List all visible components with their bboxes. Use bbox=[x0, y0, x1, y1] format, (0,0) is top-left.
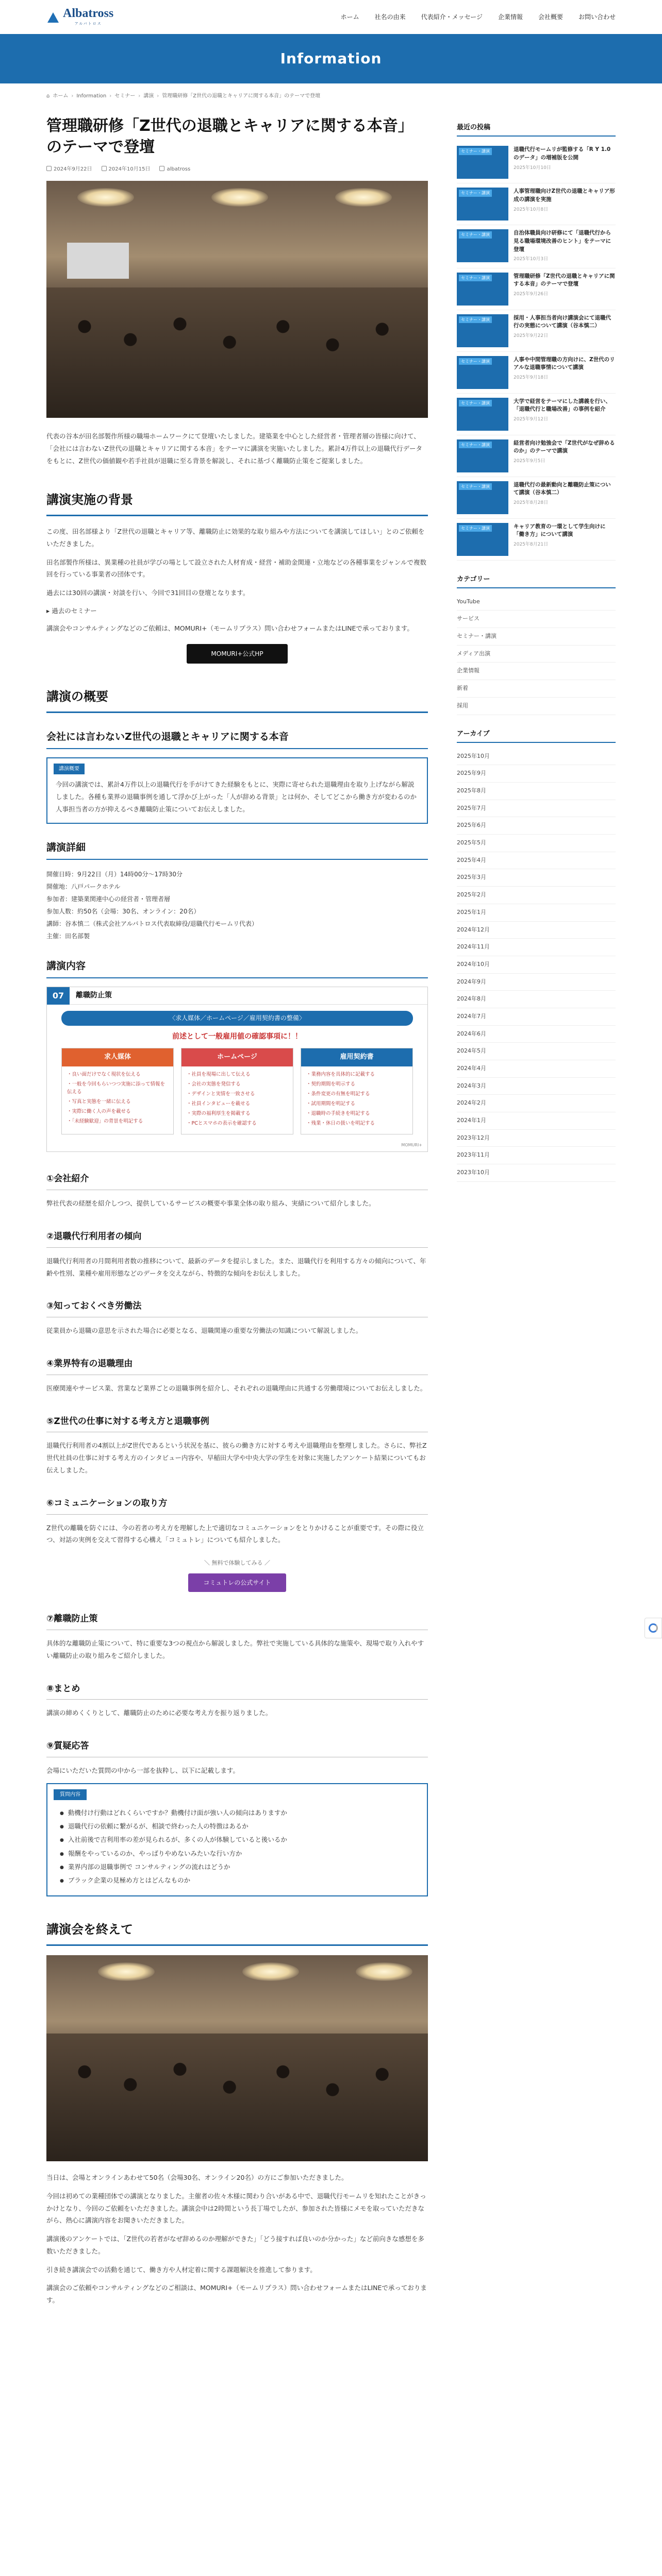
after-text-2: 今回は初めての業種団体での講演となりました。主催者の佐々木様に関わり合いがある中で、退職代行モームリを知れたことがきっかけとなり、今回のご依頼をいただきました。講演会中は2時間という長丁場でしたが、参加された皆様にメモを取っていただきながら、熱心に講演内容をお聞きいただきました。 bbox=[46, 2192, 426, 2225]
qa-tag: 質問内容 bbox=[54, 1789, 87, 1800]
slide-col-contract bbox=[301, 1048, 413, 1134]
section-background-heading: 講演実施の背景 bbox=[46, 489, 428, 516]
intro-text: 代表の谷本が田名部製作所様の職場ホームワークにて登壇いたしました。建築業を中心とした経営者・管理者層の皆様に向けて、「会社には言わないZ世代の退職とキャリアに関する本音」をテーマに講演を実施いたしました。累計4万件以上の退職代行データをもとに、Z世代の価値観や若手社員が退職に至る背景を解説し、それに基づく離職防止策をご提案しました。 bbox=[46, 432, 423, 465]
updated-date: 2024年10月15日 bbox=[102, 165, 151, 174]
slide-col-item: ・ 実際に働く人の声を載せる bbox=[67, 1108, 168, 1115]
post-thumbnail: セミナー・講演 bbox=[457, 314, 508, 347]
post-thumbnail: セミナー・講演 bbox=[457, 229, 508, 262]
slide-col-item: ・ 社員を現場に出して伝える bbox=[187, 1071, 288, 1078]
recent-post[interactable]: セミナー・講演 人事管理職向けZ世代の退職とキャリア形成の講演を実施 2025年10月8日 bbox=[457, 183, 616, 225]
user-icon bbox=[159, 166, 164, 171]
post-meta bbox=[46, 165, 428, 174]
slide-col-item: ・ 会社の実態を発信する bbox=[187, 1080, 288, 1088]
detail-item: 開催日時：9月22日（月）14時00分〜17時30分 bbox=[46, 870, 183, 878]
slide-col-item: ・ 残業・休日の扱いを明記する bbox=[306, 1120, 407, 1127]
archive-list bbox=[457, 748, 616, 1182]
post-title: 管理職研修「Z世代の退職とキャリアに関する本音」のテーマで登壇 bbox=[46, 117, 413, 156]
archive-item[interactable]: 2024年7月 bbox=[457, 1008, 616, 1026]
category-item[interactable]: 採用 bbox=[457, 698, 616, 715]
archive-item[interactable]: 2024年11月 bbox=[457, 939, 616, 956]
audience-photo bbox=[46, 1955, 428, 2161]
slide-lead: 前述として一般雇用値の確認事項に！！ bbox=[172, 1032, 302, 1041]
slide-columns bbox=[47, 1048, 427, 1141]
post-thumbnail: セミナー・講演 bbox=[457, 356, 508, 389]
breadcrumb-information[interactable]: Information bbox=[76, 93, 107, 99]
projector-screen bbox=[67, 243, 129, 279]
slide-col-heading: 雇用契約書 bbox=[301, 1048, 412, 1066]
recent-post[interactable]: セミナー・講演 自治体職員向け研修にて「退職代行から見る職場環境改善のヒント」をテーマに登壇 2025年10月3日 bbox=[457, 225, 616, 268]
post-thumbnail: セミナー・講演 bbox=[457, 523, 508, 556]
slide-col-item: ・ 写真と実態を一緒に伝える bbox=[67, 1098, 168, 1106]
recent-posts-heading: 最近の投稿 bbox=[457, 122, 616, 137]
post-thumbnail: セミナー・講演 bbox=[457, 188, 508, 221]
recent-post[interactable]: セミナー・講演 退職代行の最新動向と離職防止策について講演（谷本慎二） 2025年8月28日 bbox=[457, 477, 616, 519]
item-text: Z世代の離職を防ぐには、今の若者の考え方を理解した上で適切なコミュニケーションをとりかけることが重要です。その際に役立つ、対話の実例を交えて習得する心構え「コミュトレ」についても紹介しました。 bbox=[46, 1523, 424, 1544]
archive-item[interactable]: 2024年6月 bbox=[457, 1026, 616, 1043]
momuri-official-button[interactable]: MOMURI+公式HP bbox=[187, 644, 288, 664]
item-text: 具体的な離職防止策について、特に重要な3つの視点から解説しました。弊社で実施している具体的な施策や、現場で取り入れやすい離職防止の取り組みをご紹介しました。 bbox=[46, 1639, 424, 1659]
nav-message[interactable]: 代表紹介・メッセージ bbox=[421, 13, 483, 21]
breadcrumb-sep: › bbox=[138, 93, 141, 99]
category-item[interactable]: 企業情報 bbox=[457, 663, 616, 680]
archive-item[interactable]: 2023年10月 bbox=[457, 1164, 616, 1182]
post-thumbnail: セミナー・講演 bbox=[457, 439, 508, 472]
detail-heading: 講演詳細 bbox=[46, 839, 428, 860]
item-heading: ⑧まとめ bbox=[46, 1682, 428, 1700]
item-heading: ④業界特有の退職理由 bbox=[46, 1357, 428, 1375]
content-layout bbox=[0, 109, 662, 2313]
slide-col-item: ・ 契約期間を明示する bbox=[306, 1080, 407, 1088]
slide-number: 07 bbox=[47, 987, 70, 1005]
after-text-4: 引き続き講演会での活動を通じて、働き方や人材定着に関する課題解決を推進して参ります。 bbox=[46, 2265, 317, 2274]
slide-col-homepage bbox=[181, 1048, 293, 1134]
slide-col-item: ・ 条件変更の有無を明記する bbox=[306, 1090, 407, 1098]
slide-col-item: ・ 一般を今回もらいつつ実施に添って情報を伝える bbox=[67, 1080, 168, 1096]
slide-col-item: ・ デザインと実情を一致させる bbox=[187, 1090, 288, 1098]
nav-home[interactable]: ホーム bbox=[340, 13, 359, 21]
slide-col-item: ・ 「未経験歓迎」の背景を明記する bbox=[67, 1117, 168, 1125]
item-heading: ①会社紹介 bbox=[46, 1172, 428, 1190]
slide-title: 離職防止策 bbox=[76, 991, 112, 999]
category-item[interactable]: YouTube bbox=[457, 594, 616, 611]
post-thumbnail: セミナー・講演 bbox=[457, 398, 508, 431]
archive-item[interactable]: 2024年9月 bbox=[457, 974, 616, 991]
slide-col-item: ・ PCとスマホの表示を確認する bbox=[187, 1120, 288, 1127]
slide-banner: 〈求人媒体／ホームページ／雇用契約書の整備〉 bbox=[61, 1011, 413, 1025]
breadcrumb-sep: › bbox=[71, 93, 74, 99]
post-thumbnail: セミナー・講演 bbox=[457, 273, 508, 306]
home-icon: ⌂ bbox=[46, 93, 50, 99]
item-heading: ⑤Z世代の仕事に対する考え方と退職事例 bbox=[46, 1414, 428, 1433]
overview-subheading: 会社には言わないZ世代の退職とキャリアに関する本音 bbox=[46, 728, 428, 749]
page-hero bbox=[0, 34, 662, 83]
chandelier-light bbox=[335, 188, 392, 207]
detail-list bbox=[46, 868, 428, 942]
chandelier-light bbox=[356, 1962, 412, 1981]
category-item[interactable]: メディア出演 bbox=[457, 646, 616, 663]
nav-origin[interactable]: 社名の由来 bbox=[374, 13, 406, 21]
item-text: 弊社代表の経歴を紹介しつつ、提供しているサービスの概要や事業全体の取り組み、実績について紹介しました。 bbox=[46, 1199, 375, 1208]
archive-item[interactable]: 2024年1月 bbox=[457, 1112, 616, 1130]
archive-item[interactable]: 2024年8月 bbox=[457, 991, 616, 1008]
archive-item[interactable]: 2025年6月 bbox=[457, 817, 616, 835]
archive-item[interactable]: 2025年3月 bbox=[457, 869, 616, 887]
author[interactable]: albatross bbox=[159, 165, 190, 174]
item-heading: ⑨質疑応答 bbox=[46, 1739, 428, 1757]
commutore-official-button[interactable]: コミュトレの公式サイト bbox=[188, 1573, 286, 1592]
content-heading: 講演内容 bbox=[46, 958, 428, 978]
lecture-slide bbox=[46, 987, 428, 1152]
recent-post[interactable]: セミナー・講演 人事や中間管理職の方向けに、Z世代のリアルな退職事情について講演 2025年9月18日 bbox=[457, 352, 616, 394]
recent-post[interactable]: セミナー・講演 採用・人事担当者向け講演会にて退職代行の実態について講演（谷本慎二） 2025年9月22日 bbox=[457, 310, 616, 352]
section-overview-heading: 講演の概要 bbox=[46, 686, 428, 713]
breadcrumb-current: 管理職研修「Z世代の退職とキャリアに関する本音」のテーマで登壇 bbox=[162, 93, 321, 99]
qa-item: ● 報酬をやっているのか、やっばりやめないみたいな行い方か bbox=[60, 1847, 415, 1860]
slide-col-item: ・ 良い面だけでなく現状を伝える bbox=[67, 1071, 168, 1078]
slide-col-item: ・ 業務内容を具体的に記載する bbox=[306, 1071, 407, 1078]
item-text: 会場にいただいた質問の中から一部を抜粋し、以下に記載します。 bbox=[46, 1767, 240, 1775]
clock-icon bbox=[46, 166, 52, 171]
background-text-3: 過去には30回の講演・対談を行い、今回で31回目の登壇となります。 bbox=[46, 589, 250, 597]
albatross-logo-icon bbox=[46, 10, 60, 24]
published-date: 2024年9月22日 bbox=[46, 165, 92, 174]
item-text: 退職代行利用者の4割以上がZ世代であるという状況を基に、彼らの働き方に対する考えや退職理由を整理しました。さらに、弊社Z世代社員の仕事に対する考え方のインタビュー内容や、早稲田大学や中央大学の学生を対象に実施したアンケート結果についてもお伝えしました。 bbox=[46, 1442, 427, 1474]
breadcrumb-home[interactable]: ホーム bbox=[53, 93, 69, 99]
audience bbox=[46, 287, 428, 418]
archive-item[interactable]: 2025年5月 bbox=[457, 835, 616, 852]
archive-item[interactable]: 2024年3月 bbox=[457, 1078, 616, 1095]
nav-company-info[interactable]: 企業情報 bbox=[498, 13, 523, 21]
overview-tag: 講演概要 bbox=[54, 764, 85, 774]
qa-item: ● 入社前後で吉利用率の差が見られるが、多くの人が体験していると後いるか bbox=[60, 1833, 415, 1846]
chandelier-light bbox=[77, 188, 134, 207]
breadcrumb-sep: › bbox=[157, 93, 159, 99]
detail-item: 参加者：建築業関連中心の経営者・管理者層 bbox=[46, 895, 171, 903]
background-text-1: この度、田名部様より「Z世代の退職とキャリア等、離職防止に効果的な取り組みや方法についてを講演してほしい」とのご依頼をいただきました。 bbox=[46, 528, 425, 548]
chandelier-light bbox=[242, 1962, 299, 1981]
category-item[interactable]: 新着 bbox=[457, 680, 616, 698]
breadcrumb-lecture[interactable]: 講演 bbox=[143, 93, 154, 99]
item-text: 退職代行利用者の月間利用者数の推移について、最新のデータを提示しました。また、退職代行を利用する方々の傾向について、年齢や性別、業種や雇用形態などのデータを交えながら、特徴的な傾向をお伝えしました。 bbox=[46, 1257, 426, 1277]
recent-posts-list bbox=[457, 142, 616, 561]
slide-header bbox=[47, 987, 427, 1005]
detail-item: 主催：田名部製 bbox=[46, 932, 90, 940]
logo-subtext: アルバトロス bbox=[74, 21, 102, 26]
slide-col-heading: ホームページ bbox=[181, 1048, 293, 1066]
slide-col-item: ・ 試用期間を明記する bbox=[306, 1100, 407, 1108]
main-nav bbox=[341, 12, 616, 22]
category-item[interactable]: サービス bbox=[457, 611, 616, 628]
archive-item[interactable]: 2025年7月 bbox=[457, 800, 616, 818]
item-heading: ②退職代行利用者の傾向 bbox=[46, 1229, 428, 1248]
detail-item: 参加人数：約50名（会場：30名、オンライン：20名） bbox=[46, 907, 200, 915]
item-text: 医療関連やサービス業、営業など業界ごとの退職事例を紹介し、それぞれの退職理由に共通する労働環境についてお伝えしました。 bbox=[46, 1384, 427, 1392]
detail-item: 開催地：八戸パークホテル bbox=[46, 883, 121, 890]
after-text-5: 講演会のご依頼やコンサルティングなどのご相談は、MOMURI+（モームリプラス）問い合わせフォームまたはLINEで承っております。 bbox=[46, 2284, 427, 2304]
nav-company-overview[interactable]: 会社概要 bbox=[538, 13, 563, 21]
recent-post[interactable]: セミナー・講演 経営者向け勉強会で「Z世代がなぜ辞めるのか」のテーマで講演 2025年9月5日 bbox=[457, 435, 616, 477]
sidebar bbox=[457, 109, 616, 2313]
item-text: 従業員から退職の意思を示された場合に必要となる、退職関連の重要な労働法の知識について解説しました。 bbox=[46, 1327, 362, 1335]
background-text-4: 講演会やコンサルティングなどのご依頼は、MOMURI+（モームリプラス）問い合わせフォームまたはLINEで承っております。 bbox=[46, 624, 413, 633]
slide-col-job-media bbox=[61, 1048, 174, 1134]
qa-item: ● 退職代行の依頼に繋がるが、相談で終わった人の特徴はあるか bbox=[60, 1820, 415, 1833]
audience bbox=[46, 2033, 428, 2161]
cta-note: ＼ 無料で体験してみる ／ bbox=[204, 1560, 270, 1567]
recaptcha-badge[interactable] bbox=[644, 1618, 662, 1638]
slide-col-heading: 求人媒体 bbox=[62, 1048, 173, 1066]
past-seminar-link[interactable]: ▸ 過去のセミナー bbox=[46, 606, 97, 615]
archive-heading: アーカイブ bbox=[457, 728, 616, 743]
recent-post[interactable]: セミナー・講演 退職代行モームリが監修する「R Y 1.0のデータ」の増補版を公開 2025年10月10日 bbox=[457, 142, 616, 183]
archive-item[interactable]: 2024年10月 bbox=[457, 956, 616, 974]
item-heading: ⑥コミュニケーションの取り方 bbox=[46, 1496, 428, 1515]
chandelier-light bbox=[98, 1962, 155, 1981]
archive-item[interactable]: 2025年10月 bbox=[457, 748, 616, 766]
archive-item[interactable]: 2023年12月 bbox=[457, 1130, 616, 1147]
breadcrumb-sep: › bbox=[109, 93, 112, 99]
archive-item[interactable]: 2025年4月 bbox=[457, 852, 616, 870]
recaptcha-icon bbox=[649, 1623, 658, 1633]
archive-item[interactable]: 2025年8月 bbox=[457, 783, 616, 800]
recent-post[interactable]: セミナー・講演 大学で経営をテーマにした講義を行い、「退職代行と職場改善」の事例を紹介 2025年9月12日 bbox=[457, 394, 616, 435]
lecture-photo bbox=[46, 181, 428, 418]
recent-post[interactable]: セミナー・講演 キャリア教育の一環として学生向けに「働き方」について講演 2025年8月21日 bbox=[457, 519, 616, 561]
site-logo[interactable] bbox=[46, 7, 113, 27]
archive-item[interactable]: 2023年11月 bbox=[457, 1147, 616, 1164]
qa-box bbox=[46, 1783, 428, 1897]
slide-col-item: ・ 社員インタビューを載せる bbox=[187, 1100, 288, 1108]
category-heading: カテゴリー bbox=[457, 574, 616, 588]
post-thumbnail: セミナー・講演 bbox=[457, 146, 508, 179]
archive-item[interactable]: 2025年2月 bbox=[457, 887, 616, 904]
chandelier-light bbox=[211, 188, 268, 207]
after-text-3: 講演後のアンケートでは、「Z世代の若者がなぜ辞めるのか理解ができた」「どう接すれば良いのか分かった」など前向きな感想を多数いただきました。 bbox=[46, 2235, 424, 2255]
breadcrumb bbox=[0, 83, 662, 109]
nav-contact[interactable]: お問い合わせ bbox=[578, 13, 616, 21]
archive-item[interactable]: 2024年4月 bbox=[457, 1060, 616, 1078]
detail-item: 講師：谷本慎二（株式会社アルバトロス代表取締役/退職代行モームリ代表） bbox=[46, 920, 258, 927]
slide-footer: MOMURI+ bbox=[401, 1142, 422, 1147]
qa-item: ● 動機付け行動はどれくらいですか？動機付け面が強い人の傾向はありますか bbox=[60, 1806, 415, 1820]
slide-col-item: ・ 実際の福利厚生を掲載する bbox=[187, 1110, 288, 1117]
archive-item[interactable]: 2024年5月 bbox=[457, 1043, 616, 1060]
item-heading: ⑦離職防止策 bbox=[46, 1612, 428, 1630]
recent-post[interactable]: セミナー・講演 管理職研修「Z世代の退職とキャリアに関する本音」のテーマで登壇 2025年9月26日 bbox=[457, 268, 616, 310]
breadcrumb-seminar[interactable]: セミナー bbox=[114, 93, 136, 99]
overview-box-text: 今回の講演では、累計4万件以上の退職代行を手がけてきた経験をもとに、実際に寄せられた退職理由を取り上げながら解説しました。各種も業界の退職事例を通して浮かび上がった「人が辞める背景」とは何か、そしてどこから働き方が変わるのか人事担当者の方が抑えるべき離職防止策についてお伝えしました。 bbox=[56, 781, 417, 813]
after-text-1: 当日は、会場とオンラインあわせて50名（会場30名、オンライン20名）の方にご参加いただきました。 bbox=[46, 2174, 348, 2182]
archive-item[interactable]: 2025年1月 bbox=[457, 904, 616, 922]
category-list bbox=[457, 594, 616, 715]
refresh-icon bbox=[102, 166, 107, 171]
qa-item: ● ブラック企業の見極め方とはどんなものか bbox=[60, 1874, 415, 1887]
archive-item[interactable]: 2025年9月 bbox=[457, 765, 616, 783]
category-item[interactable]: セミナー・講演 bbox=[457, 628, 616, 646]
item-heading: ③知っておくべき労働法 bbox=[46, 1299, 428, 1317]
page-hero-title: Information bbox=[280, 50, 382, 67]
logo-text: Albatross bbox=[63, 6, 114, 20]
site-header bbox=[0, 0, 662, 34]
qa-item: ● 業界内部の退職事例で コンサルティングの流れはどうか bbox=[60, 1860, 415, 1874]
item-text: 講演の締めくくりとして、離職防止のために必要な考え方を振り返りました。 bbox=[46, 1709, 272, 1717]
archive-item[interactable]: 2024年2月 bbox=[457, 1095, 616, 1112]
background-text-2: 田名部製作所様は、異業種の社員が学びの場として設立された人材育成・経営・補助金関連・立地などの各種事業をジャンルで複数回を行っている事業者の団体です。 bbox=[46, 558, 426, 579]
main-content bbox=[46, 109, 428, 2313]
archive-item[interactable]: 2024年12月 bbox=[457, 922, 616, 939]
post-thumbnail: セミナー・講演 bbox=[457, 481, 508, 514]
section-after-heading: 講演会を終えて bbox=[46, 1919, 428, 1946]
overview-box bbox=[46, 757, 428, 823]
slide-col-item: ・ 退職時の手続きを明記する bbox=[306, 1110, 407, 1117]
